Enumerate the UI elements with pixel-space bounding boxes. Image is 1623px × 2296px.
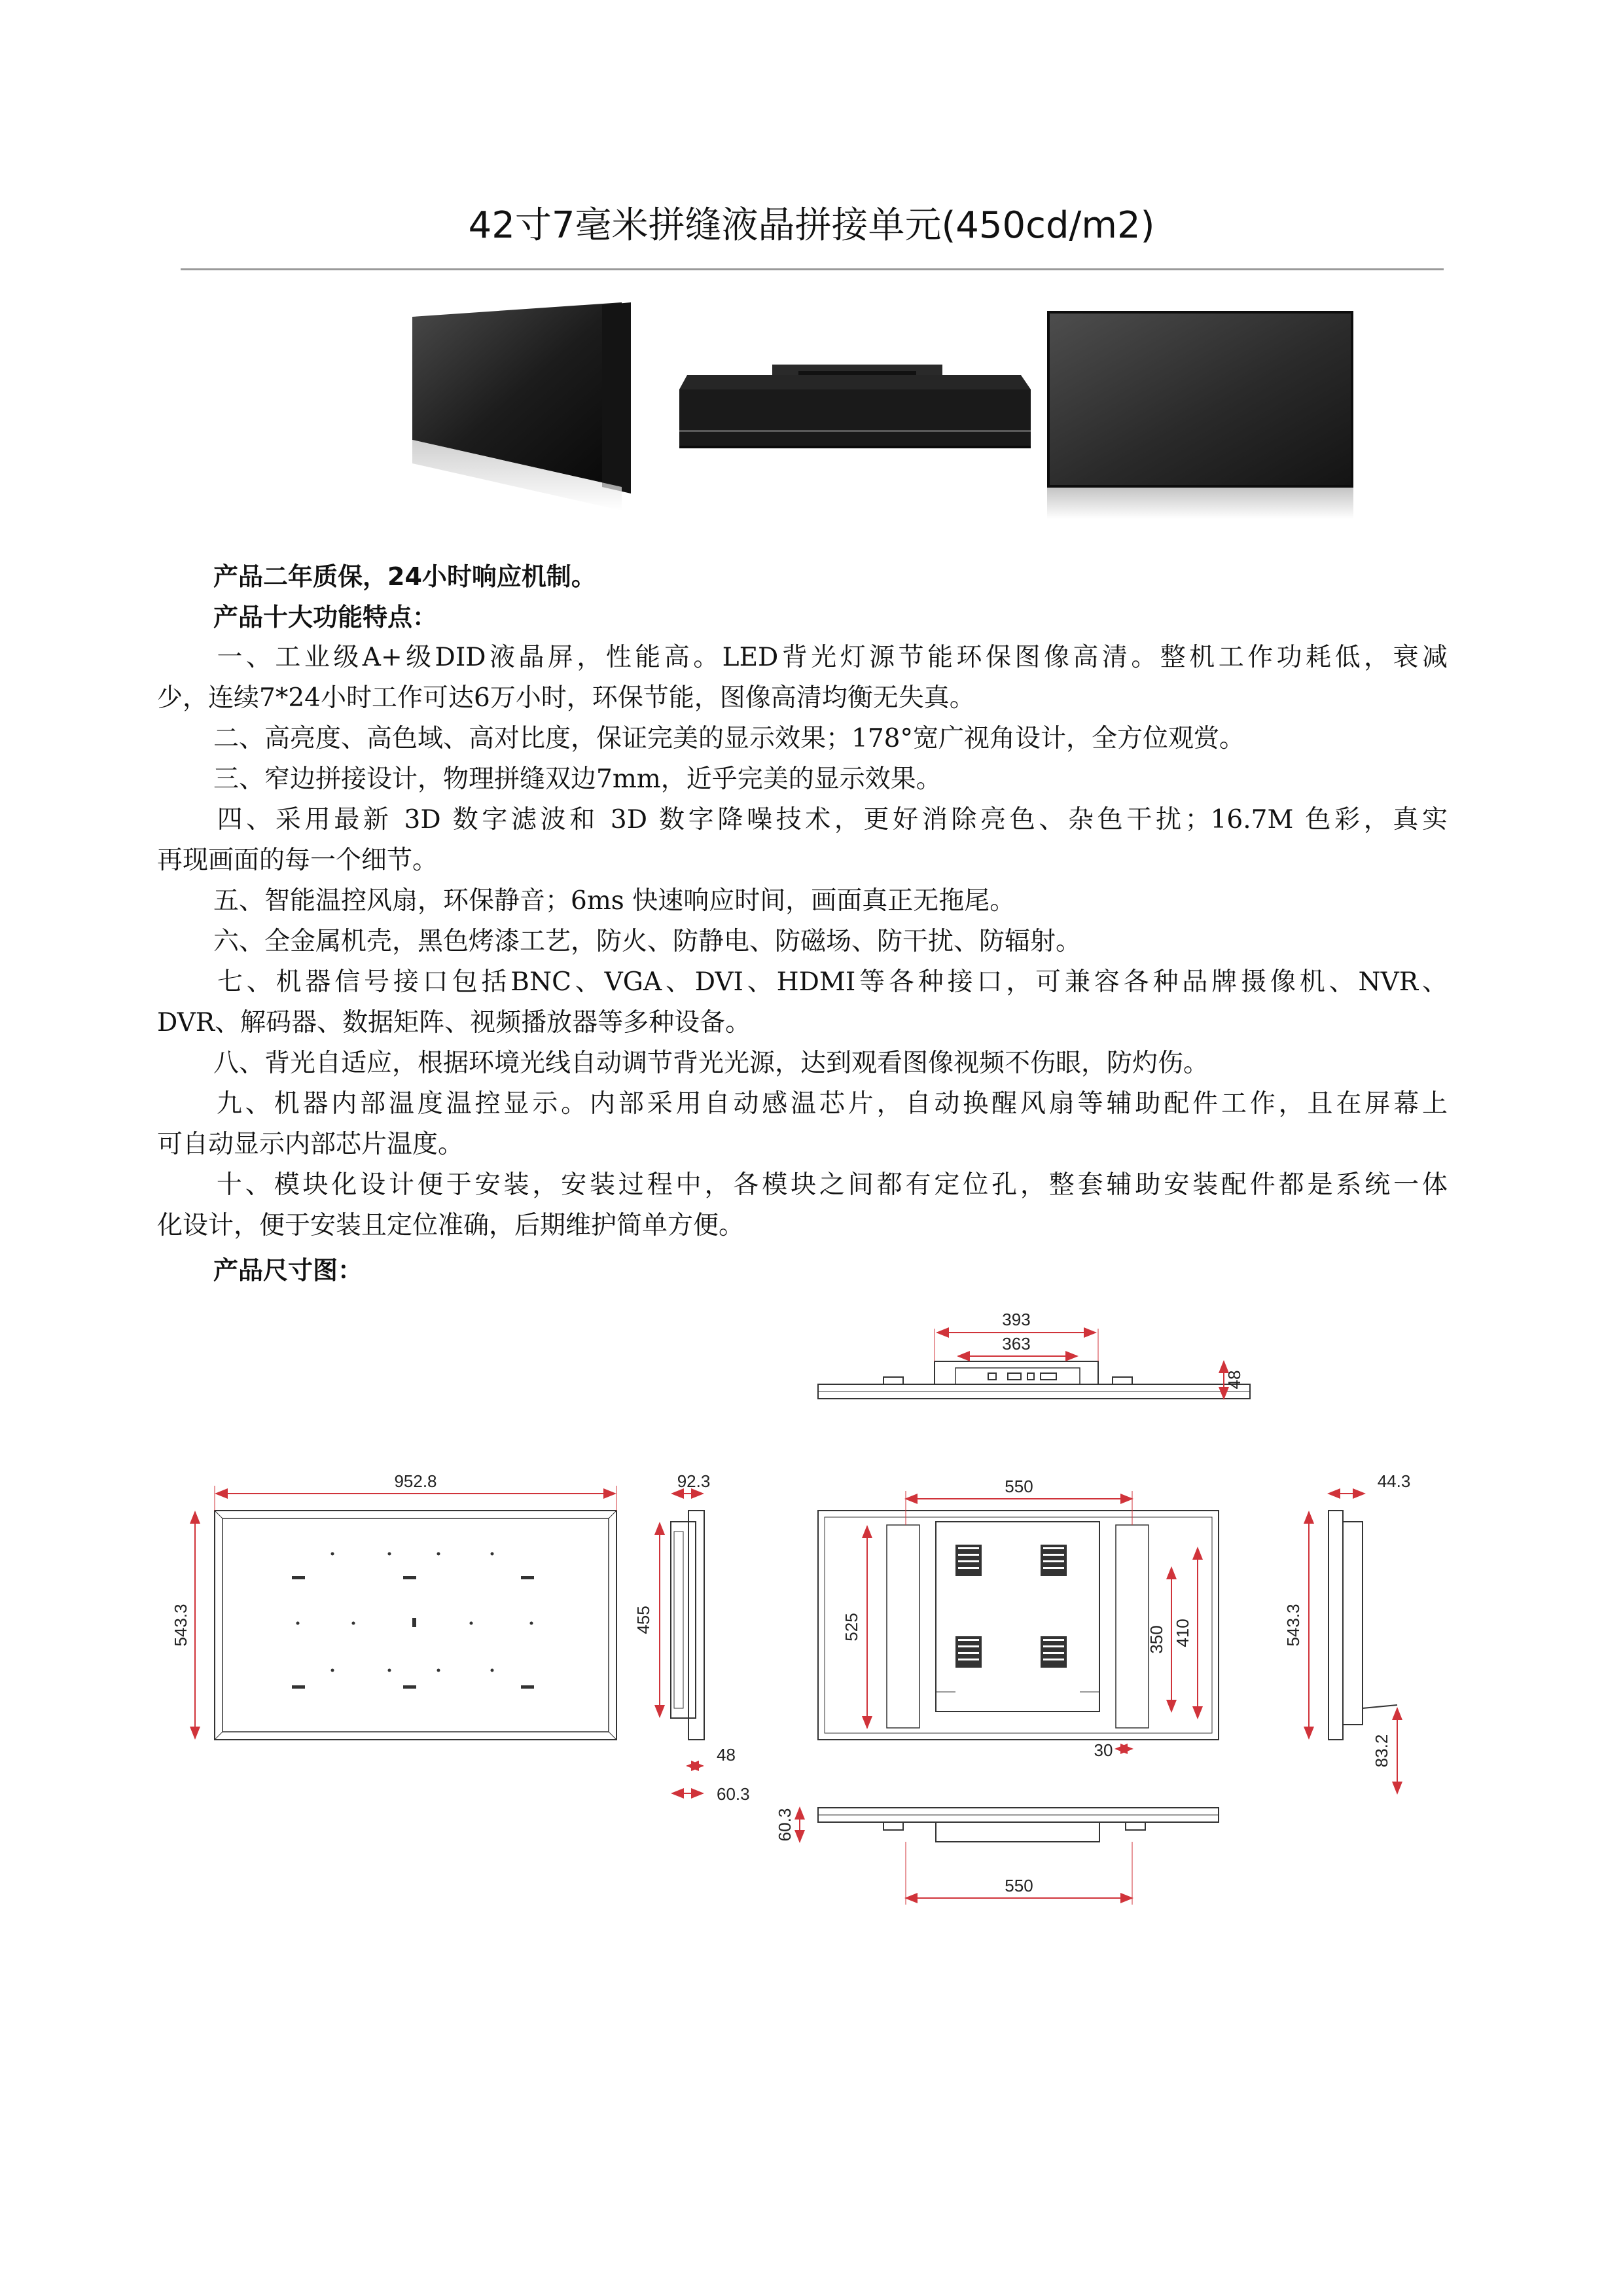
dim-side-depth: 92.3: [677, 1471, 711, 1491]
dim-top-depth: 48: [1224, 1370, 1244, 1390]
dimensions-heading: 产品尺寸图：: [213, 1256, 363, 1285]
dim-top-overall: 393: [1002, 1310, 1031, 1329]
feature-8: 八、背光自适应，根据环境光线自动调节背光光源，达到观看图像视频不伤眼，防灼伤。: [213, 1049, 1209, 1078]
dim-rear-width: 550: [1005, 1477, 1033, 1496]
feature-3: 三、窄边拼接设计，物理拼缝双边7mm，近乎完美的显示效果。: [213, 764, 942, 794]
side-right-drawing: [1329, 1511, 1397, 1740]
feature-1: 一、工业级A+级DID液晶屏，性能高。LED背光灯源节能环保图像高清。整机工作功耗低，衰减 少，连续7*24小时工作可达6万小时，环保节能，图像高清均衡无失真。: [157, 643, 1448, 713]
dim-front-width: 952.8: [394, 1471, 437, 1491]
dim-rear-height: 525: [842, 1613, 861, 1641]
feature-7: 七、机器信号接口包括BNC、VGA、DVI、HDMI等各种接口，可兼容各种品牌摄像机、NVR、 DVR、解码器、数据矩阵、视频播放器等多种设备。: [157, 967, 1448, 1037]
dim-front-height: 543.3: [171, 1604, 190, 1647]
feature-9: 九、机器内部温度温控显示。内部采用自动感温芯片，自动换醒风扇等辅助配件工作，且在屏幕上 可自动显示内部芯片温度。: [157, 1089, 1448, 1159]
bottom-view-drawing: [818, 1808, 1219, 1842]
feature-10: 十、模块化设计便于安装，安装过程中，各模块之间都有定位孔，整套辅助安装配件都是系统一体 化设计，便于安装且定位准确，后期维护简单方便。: [157, 1170, 1448, 1240]
dim-side-height: 455: [633, 1605, 653, 1634]
features-heading: 产品十大功能特点：: [213, 603, 438, 632]
warranty-text: 产品二年质保，24小时响应机制。: [213, 562, 596, 591]
dim-rear-h2: 410: [1173, 1619, 1192, 1647]
dim-side-d2: 60.3: [717, 1784, 750, 1804]
feature-5: 五、智能温控风扇，环保静音；6ms 快速响应时间，画面真正无拖尾。: [213, 886, 1016, 916]
dim-right-bottom: 83.2: [1372, 1734, 1391, 1768]
top-view-drawing: [818, 1361, 1250, 1399]
page-title: 42寸7毫米拼缝液晶拼接单元(450cd/m2): [468, 204, 1155, 247]
dim-bottom-width: 550: [1005, 1876, 1033, 1895]
feature-2: 二、高亮度、高色域、高对比度，保证完美的显示效果；178°宽广视角设计，全方位观赏。: [213, 724, 1245, 753]
feature-4: 四、采用最新 3D 数字滤波和 3D 数字降噪技术，更好消除亮色、杂色干扰；16.7M 色彩，真实 再现画面的每一个细节。: [157, 805, 1448, 875]
dim-top-inner: 363: [1002, 1334, 1031, 1354]
dim-right-depth: 44.3: [1377, 1471, 1411, 1491]
dim-right-height: 543.3: [1283, 1604, 1303, 1647]
dim-side-d1: 48: [717, 1745, 736, 1765]
side-left-drawing: [671, 1511, 704, 1740]
feature-6: 六、全金属机壳，黑色烤漆工艺，防火、防静电、防磁场、防干扰、防辐射。: [213, 927, 1082, 956]
dim-rear-offset: 30: [1094, 1740, 1113, 1760]
mounting-holes: [292, 1545, 1067, 1689]
dim-rear-h1: 350: [1147, 1625, 1166, 1654]
rear-view-drawing: [818, 1511, 1219, 1740]
dim-bottom-depth: 60.3: [775, 1808, 794, 1842]
